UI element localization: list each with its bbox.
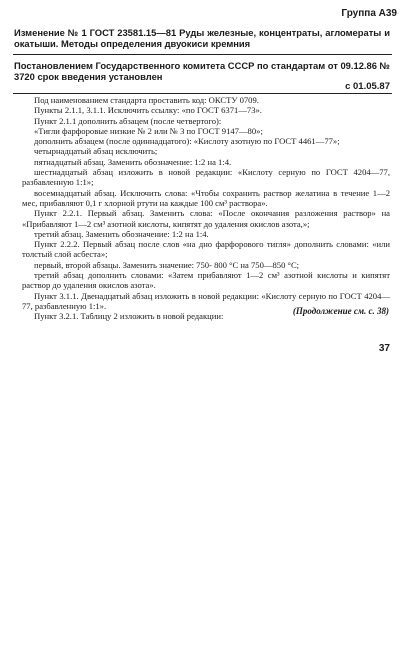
paragraph: шестнадцатый абзац изложить в новой редакции: «Кислоту серную по ГОСТ 4204—77, разбавленную 1:1»; bbox=[22, 167, 390, 188]
paragraph: первый, второй абзацы. Заменить значение: 750- 800 °С на 750—850 °С; bbox=[34, 259, 300, 270]
group-code: Группа А39 bbox=[341, 8, 397, 19]
paragraph: Пункты 2.1.1, 3.1.1. Исключить ссылку: «по ГОСТ 6371—73». bbox=[34, 105, 262, 116]
decree-text: Постановлением Государственного комитета СССР по стандартам от 09.12.86 № 3720 срок введения установлен bbox=[14, 60, 391, 82]
divider-bottom bbox=[13, 93, 392, 94]
paragraph: четырнадцатый абзац исключить; bbox=[34, 146, 158, 157]
paragraph: восемнадцатый абзац. Исключить слова: «Чтобы сохранить раствор желатина в течение 1—2 мес, прибавляют 0,1 г хлорной ртути на каждые 100 см³ раствора». bbox=[22, 187, 390, 208]
paragraph: Пункт 3.2.1. Таблицу 2 изложить в новой редакции: bbox=[34, 311, 224, 322]
paragraph: Под наименованием стандарта проставить код: ОКСТУ 0709. bbox=[34, 95, 259, 105]
continuation-note: (Продолжение см. с. 38) bbox=[292, 306, 389, 316]
paragraph: Пункт 3.1.1. Двенадцатый абзац изложить в новой редакции: «Кислоту серную по ГОСТ 4204—77, разбавленную 1:1». bbox=[22, 290, 390, 311]
paragraph: Пункт 2.2.1. Первый абзац. Заменить слова: «После окончания разложения раствор» на «Прибавляют 1—2 см³ азотной кислоты, кипятят до удаления окислов азота,»; bbox=[22, 208, 390, 229]
paragraph: Пункт 2.1.1 дополнить абзацем (после четвертого): bbox=[34, 115, 222, 126]
divider-top bbox=[13, 54, 392, 55]
paragraph: третий абзац. Заменить обозначение: 1:2 на 1:4. bbox=[34, 228, 209, 239]
paragraph: «Тигли фарфоровые низкие № 2 или № 3 по ГОСТ 9147—80»; bbox=[34, 125, 263, 136]
paragraph: пятнадцатый абзац. Заменить обозначение: 1:2 на 1:4. bbox=[34, 156, 232, 167]
effective-date: с 01.05.87 bbox=[345, 81, 390, 92]
amendment-title: Изменение № 1 ГОСТ 23581.15—81 Руды железные, концентраты, агломераты и окатыши. Методы определения двуокиси кремния bbox=[14, 27, 390, 49]
amendment-body bbox=[22, 95, 390, 322]
paragraph: Пункт 2.2.2. Первый абзац после слов «на дно фарфорового тигля» дополнить словами: «или толстый слой асбеста»; bbox=[22, 239, 390, 260]
paragraph: дополнить абзацем (после одиннадцатого): «Кислоту азотную по ГОСТ 4461—77»; bbox=[34, 136, 340, 147]
page-number: 37 bbox=[378, 343, 390, 354]
paragraph: третий абзац дополнить словами: «Затем прибавляют 1—2 см³ азотной кислоты и кипятят раствор до удаления окислов азота». bbox=[22, 270, 390, 291]
